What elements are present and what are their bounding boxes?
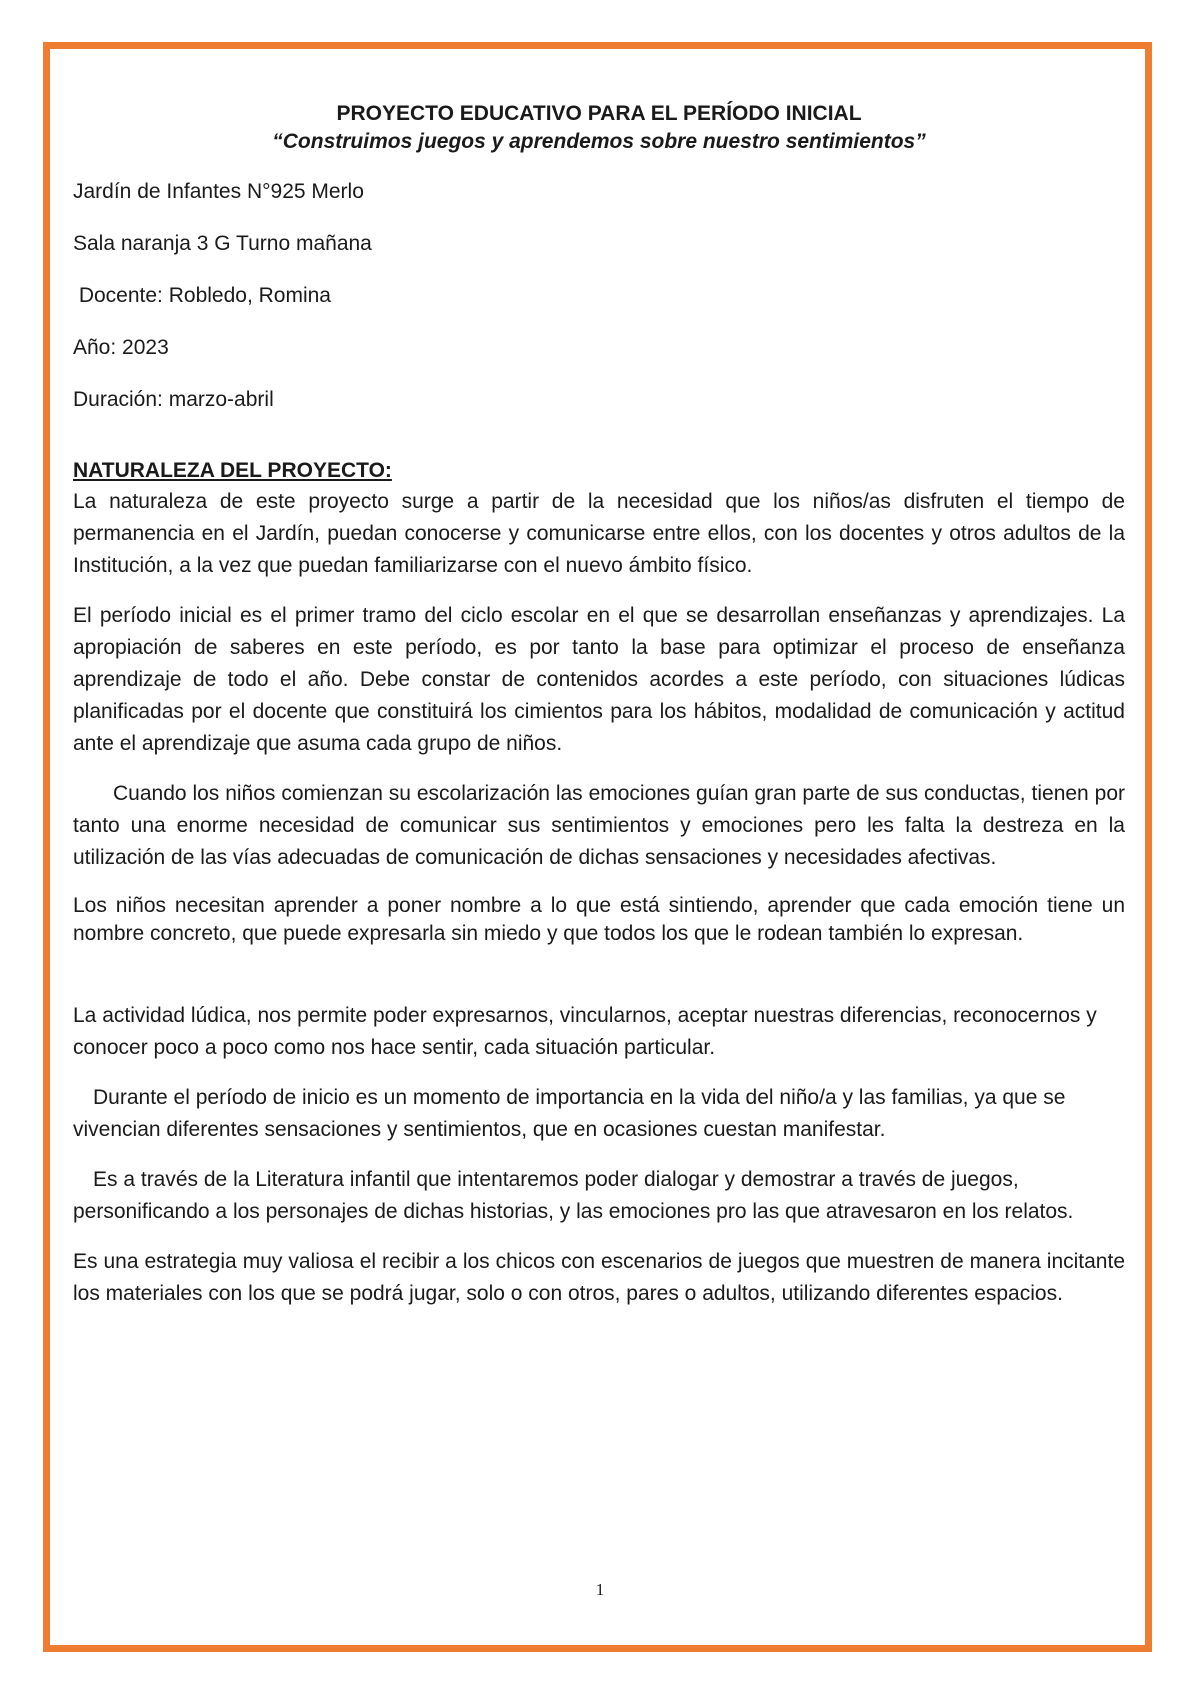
teacher-info: Docente: Robledo, Romina (73, 284, 331, 307)
duration-info: Duración: marzo-abril (73, 388, 274, 411)
section-heading: NATURALEZA DEL PROYECTO: (73, 459, 392, 482)
paragraph-8: Es una estrategia muy valiosa el recibir a los chicos con escenarios de juegos que muestren de manera incitante los materiales con los que se podrá jugar, solo o con otros, pares o adultos, utilizando diferentes espacios. (73, 1250, 1125, 1305)
year-info: Año: 2023 (73, 336, 169, 359)
document-title: PROYECTO EDUCATIVO PARA EL PERÍODO INICIAL (336, 102, 862, 125)
document-subtitle: “Construimos juegos y aprendemos sobre nuestro sentimientos” (272, 130, 926, 153)
page-number: 1 (595, 1580, 605, 1599)
paragraph-4: Los niños necesitan aprender a poner nombre a lo que está sintiendo, aprender que cada emoción tiene un nombre concreto, que puede expresarla sin miedo y que todos los que le rodean también lo expresan. (73, 894, 1125, 945)
school-name: Jardín de Infantes N°925 Merlo (73, 180, 364, 203)
document-body (73, 100, 1125, 1310)
paragraph-1: La naturaleza de este proyecto surge a partir de la necesidad que los niños/as disfruten el tiempo de permanencia en el Jardín, puedan conocerse y comunicarse entre ellos, con los docentes y otros adultos de la Institución, a la vez que puedan familiarizarse con el nuevo ámbito físico. (73, 490, 1125, 577)
paragraph-3: Cuando los niños comienzan su escolarización las emociones guían gran parte de sus conductas, tienen por tanto una enorme necesidad de comunicar sus sentimientos y emociones pero les falta la destreza en la utilización de las vías adecuadas de comunicación de dichas sensaciones y necesidades afectivas. (73, 782, 1125, 869)
paragraph-6: Durante el período de inicio es un momento de importancia en la vida del niño/a y las familias, ya que se vivencian diferentes sensaciones y sentimientos, que en ocasiones cuestan manifestar. (73, 1086, 1066, 1141)
room-info: Sala naranja 3 G Turno mañana (73, 232, 372, 255)
paragraph-7: Es a través de la Literatura infantil que intentaremos poder dialogar y demostrar a través de juegos, personificando a los personajes de dichas historias, y las emociones pro las que atravesaron en los relatos. (73, 1168, 1074, 1223)
paragraph-5: La actividad lúdica, nos permite poder expresarnos, vincularnos, aceptar nuestras diferencias, reconocernos y conocer poco a poco como nos hace sentir, cada situación particular. (73, 1004, 1097, 1059)
paragraph-2: El período inicial es el primer tramo del ciclo escolar en el que se desarrollan enseñanzas y aprendizajes. La apropiación de saberes en este período, es por tanto la base para optimizar el proceso de enseñanza aprendizaje de todo el año. Debe constar de contenidos acordes a este período, con situaciones lúdicas planificadas por el docente que constituirá los cimientos para los hábitos, modalidad de comunicación y actitud ante el aprendizaje que asuma cada grupo de niños. (73, 604, 1125, 755)
